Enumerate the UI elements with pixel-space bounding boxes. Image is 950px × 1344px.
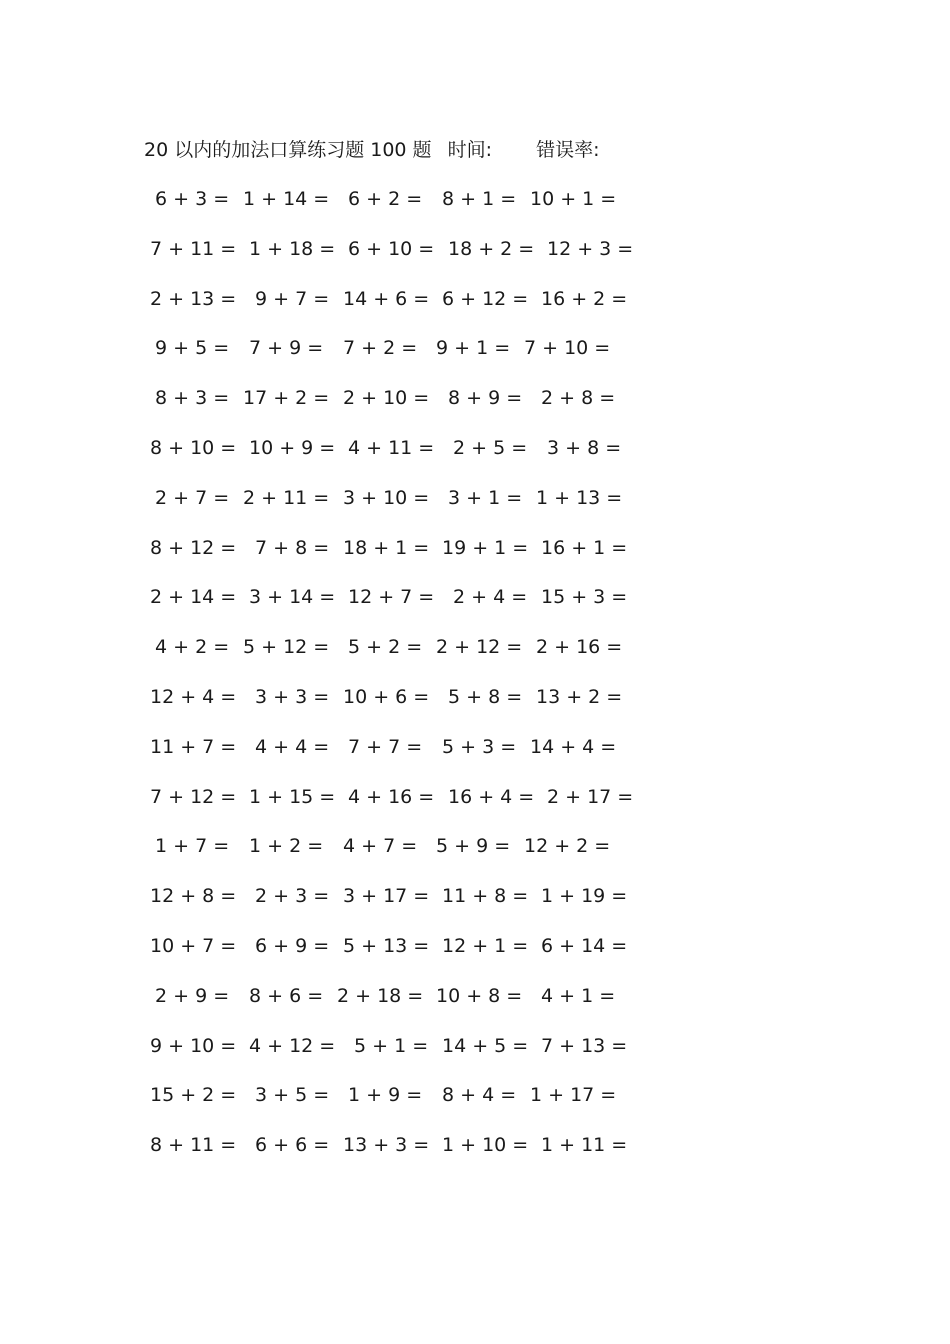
problem-item: 2 + 8 = — [541, 387, 616, 410]
problem-item: 19 + 1 = — [442, 536, 529, 559]
problem-item: 16 + 4 = — [448, 785, 535, 808]
problem-item: 10 + 1 = — [530, 188, 617, 210]
problem-item: 9 + 7 = — [255, 287, 330, 310]
problem-item: 6 + 12 = — [442, 287, 529, 310]
problem-item: 5 + 13 = — [343, 935, 430, 957]
problem-item: 3 + 3 = — [255, 686, 330, 708]
problem-item: 1 + 10 = — [442, 1134, 529, 1157]
problem-item: 12 + 8 = — [150, 885, 237, 908]
problem-item: 6 + 2 = — [348, 188, 423, 210]
problem-item: 6 + 9 = — [255, 935, 330, 957]
problem-item: 2 + 17 = — [547, 785, 634, 808]
problem-item: 1 + 17 = — [530, 1084, 617, 1107]
problem-item: 3 + 17 = — [343, 885, 430, 908]
problem-item: 9 + 10 = — [150, 1034, 237, 1057]
problem-item: 6 + 14 = — [541, 935, 628, 957]
problem-item: 4 + 4 = — [255, 735, 330, 758]
problem-item: 18 + 2 = — [448, 237, 535, 260]
problem-item: 9 + 5 = — [155, 337, 230, 360]
problem-item: 10 + 8 = — [436, 984, 523, 1007]
problem-item: 2 + 16 = — [536, 636, 623, 659]
problem-item: 1 + 13 = — [536, 486, 623, 509]
problem-item: 12 + 7 = — [348, 586, 435, 609]
problem-item: 10 + 6 = — [343, 686, 430, 708]
problem-item: 6 + 6 = — [255, 1134, 330, 1157]
problem-item: 17 + 2 = — [243, 387, 330, 410]
problem-item: 11 + 8 = — [442, 885, 529, 908]
time-label: 时间: — [447, 139, 493, 161]
problem-item: 9 + 1 = — [436, 337, 511, 360]
problem-item: 14 + 6 = — [343, 287, 430, 310]
problem-item: 8 + 11 = — [150, 1134, 237, 1157]
problem-item: 2 + 9 = — [155, 984, 230, 1007]
problem-item: 16 + 2 = — [541, 287, 628, 310]
problem-item: 3 + 14 = — [249, 586, 336, 609]
problem-item: 8 + 6 = — [249, 984, 324, 1007]
problem-item: 8 + 3 = — [155, 387, 230, 410]
problem-item: 13 + 2 = — [536, 686, 623, 708]
problem-item: 4 + 7 = — [343, 835, 418, 858]
problem-item: 12 + 2 = — [524, 835, 611, 858]
problem-item: 1 + 9 = — [348, 1084, 423, 1107]
problem-item: 5 + 12 = — [243, 636, 330, 659]
problem-item: 2 + 18 = — [337, 984, 424, 1007]
problem-item: 4 + 2 = — [155, 636, 230, 659]
problem-item: 2 + 3 = — [255, 885, 330, 908]
problem-item: 8 + 9 = — [448, 387, 523, 410]
problem-item: 8 + 4 = — [442, 1084, 517, 1107]
problem-item: 18 + 1 = — [343, 536, 430, 559]
problem-item: 4 + 12 = — [249, 1034, 336, 1057]
worksheet-title: 20 以内的加法口算练习题 100 题 — [144, 139, 432, 161]
problem-item: 2 + 13 = — [150, 287, 237, 310]
problem-item: 1 + 11 = — [541, 1134, 628, 1157]
problem-item: 7 + 8 = — [255, 536, 330, 559]
problem-item: 12 + 3 = — [547, 237, 634, 260]
problem-item: 3 + 1 = — [448, 486, 523, 509]
problem-item: 7 + 7 = — [348, 735, 423, 758]
problem-item: 2 + 11 = — [243, 486, 330, 509]
problem-item: 2 + 10 = — [343, 387, 430, 410]
problem-item: 1 + 2 = — [249, 835, 324, 858]
problem-item: 12 + 1 = — [442, 935, 529, 957]
problem-item: 3 + 10 = — [343, 486, 430, 509]
problem-item: 4 + 11 = — [348, 437, 435, 459]
error-rate-label: 错误率: — [536, 139, 600, 161]
problem-item: 15 + 3 = — [541, 586, 628, 609]
problem-item: 3 + 8 = — [547, 437, 622, 459]
problem-item: 5 + 1 = — [354, 1034, 429, 1057]
problem-item: 10 + 9 = — [249, 437, 336, 459]
problem-item: 5 + 8 = — [448, 686, 523, 708]
problem-item: 7 + 13 = — [541, 1034, 628, 1057]
problem-item: 2 + 5 = — [453, 437, 528, 459]
problem-item: 2 + 14 = — [150, 586, 237, 609]
problem-item: 10 + 7 = — [150, 935, 237, 957]
problem-item: 6 + 3 = — [155, 188, 230, 210]
problem-item: 7 + 12 = — [150, 785, 237, 808]
problem-item: 6 + 10 = — [348, 237, 435, 260]
problem-item: 1 + 15 = — [249, 785, 336, 808]
problem-item: 14 + 4 = — [530, 735, 617, 758]
problem-item: 3 + 5 = — [255, 1084, 330, 1107]
problem-item: 14 + 5 = — [442, 1034, 529, 1057]
problem-item: 2 + 12 = — [436, 636, 523, 659]
problem-item: 15 + 2 = — [150, 1084, 237, 1107]
problem-item: 12 + 4 = — [150, 686, 237, 708]
problem-item: 11 + 7 = — [150, 735, 237, 758]
problem-item: 2 + 4 = — [453, 586, 528, 609]
problem-item: 1 + 14 = — [243, 188, 330, 210]
problem-item: 13 + 3 = — [343, 1134, 430, 1157]
problem-item: 5 + 3 = — [442, 735, 517, 758]
problem-item: 8 + 12 = — [150, 536, 237, 559]
problem-item: 1 + 18 = — [249, 237, 336, 260]
problem-item: 7 + 2 = — [343, 337, 418, 360]
problem-item: 7 + 10 = — [524, 337, 611, 360]
problem-item: 1 + 7 = — [155, 835, 230, 858]
problem-item: 7 + 11 = — [150, 237, 237, 260]
problem-item: 5 + 2 = — [348, 636, 423, 659]
problem-item: 4 + 1 = — [541, 984, 616, 1007]
problem-item: 1 + 19 = — [541, 885, 628, 908]
problem-item: 4 + 16 = — [348, 785, 435, 808]
problem-item: 8 + 10 = — [150, 437, 237, 459]
problem-item: 7 + 9 = — [249, 337, 324, 360]
problem-item: 8 + 1 = — [442, 188, 517, 210]
problem-item: 16 + 1 = — [541, 536, 628, 559]
problem-item: 5 + 9 = — [436, 835, 511, 858]
problem-item: 2 + 7 = — [155, 486, 230, 509]
